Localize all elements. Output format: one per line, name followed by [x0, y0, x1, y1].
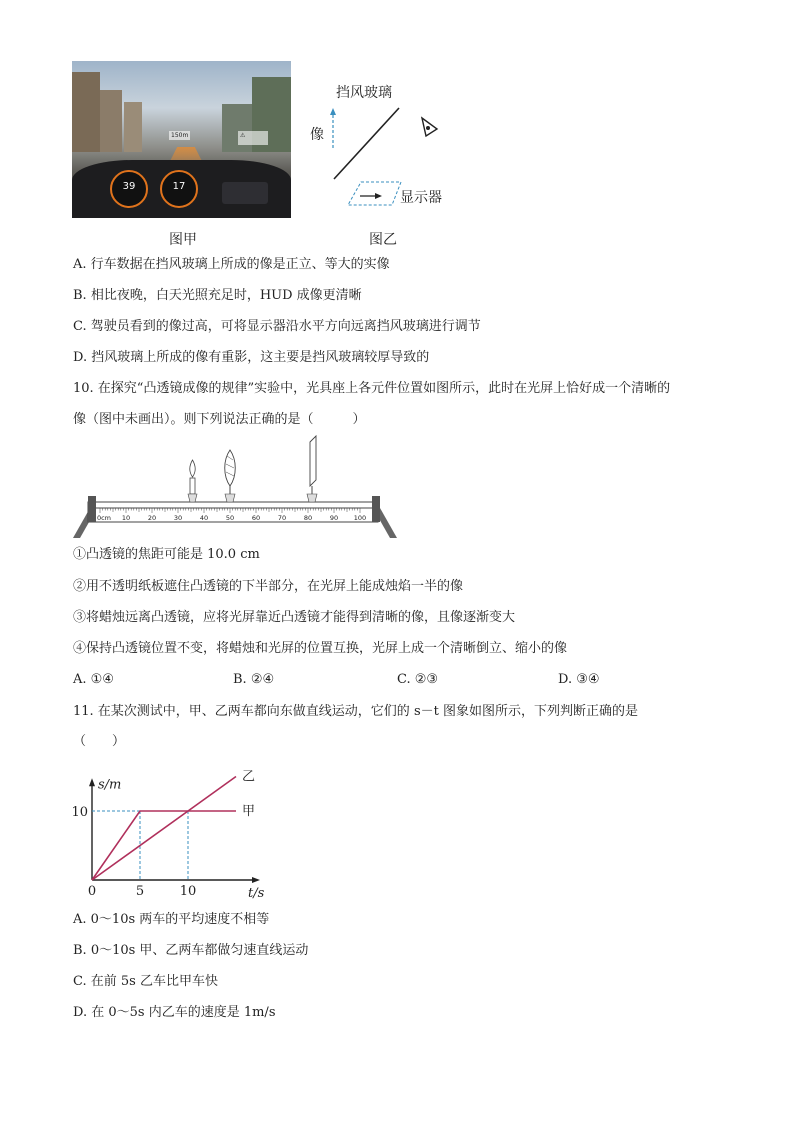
speed-gauge-right: 17: [160, 170, 198, 208]
q11-option-b: B. 0～10s 甲、乙两车都做匀速直线运动: [73, 943, 309, 958]
q11-option-c: C. 在前 5s 乙车比甲车快: [73, 974, 218, 989]
q10-statement-1: ①凸透镜的焦距可能是 10.0 cm: [73, 547, 260, 562]
bench-tick-label: 80: [303, 514, 313, 522]
y-tick-label: 10: [71, 805, 88, 820]
light-screen: [307, 436, 317, 502]
q10-choice-a: A. ①④: [73, 672, 114, 687]
q9-option-b: B. 相比夜晚，白天光照充足时，HUD 成像更清晰: [73, 288, 362, 303]
fig-b-caption: 图乙: [369, 232, 397, 248]
series-label: 乙: [242, 769, 256, 785]
center-screen: [222, 182, 268, 204]
q9-option-c: C. 驾驶员看到的像过高，可将显示器沿水平方向远离挡风玻璃进行调节: [73, 319, 481, 334]
chart-axes: [89, 778, 260, 883]
bench-tick-label: 60: [251, 514, 261, 522]
x-tick-label: 10: [179, 884, 197, 899]
q11-stem-line2: （ ）: [73, 734, 126, 749]
bench-tick-label: 10: [121, 514, 131, 522]
q10-statement-3: ③将蜡烛远离凸透镜，应将光屏靠近凸透镜才能得到清晰的像，且像逐渐变大: [73, 610, 516, 625]
q11-option-a: A. 0～10s 两车的平均速度不相等: [73, 912, 270, 927]
q9-option-d: D. 挡风玻璃上所成的像有重影，这主要是挡风玻璃较厚导致的: [73, 350, 430, 365]
display-outline: [348, 182, 401, 205]
eye-icon: [422, 118, 437, 136]
bench-rail-top: [88, 502, 378, 508]
bench-end-left: [88, 496, 96, 522]
bench-tick-label: 30: [173, 514, 183, 522]
x-axis-label: t/s: [248, 886, 265, 901]
bench-tick-label: 90: [329, 514, 339, 522]
q10-choice-b: B. ②④: [233, 672, 275, 687]
st-chart: [62, 752, 272, 904]
display-label: 显示器: [400, 190, 442, 206]
y-axis-label: s/m: [98, 777, 122, 793]
y-axis-arrow: [89, 778, 95, 786]
optical-bench: [70, 434, 400, 544]
series-line-jia: [92, 811, 236, 880]
q10-statement-4: ④保持凸透镜位置不变，将蜡烛和光屏的位置互换，光屏上成一个清晰倒立、缩小的像: [73, 641, 568, 656]
bench-tick-label: 40: [199, 514, 209, 522]
q9-option-a: A. 行车数据在挡风玻璃上所成的像是正立、等大的实像: [73, 257, 390, 272]
q10-stem-line1: 10. 在探究“凸透镜成像的规律”实验中，光具座上各元件位置如图所示，此时在光屏上恰好成一个清晰的: [73, 381, 671, 396]
x-tick-label: 0: [87, 884, 97, 899]
hud-warning-icon: ⚠: [238, 131, 268, 145]
q11-option-d: D. 在 0～5s 内乙车的速度是 1m/s: [73, 1005, 276, 1020]
dashboard: [72, 160, 291, 218]
candle: [188, 460, 197, 502]
windshield-line: [334, 108, 399, 179]
fig-a-caption: 图甲: [169, 232, 197, 248]
bench-tick-label: 70: [277, 514, 287, 522]
bench-tick-label: 50: [225, 514, 235, 522]
q10-statement-2: ②用不透明纸板遮住凸透镜的下半部分，在光屏上能成烛焰一半的像: [73, 579, 464, 594]
chart-labels: [71, 770, 264, 902]
x-axis-arrow: [252, 877, 260, 883]
q11-stem-line1: 11. 在某次测试中，甲、乙两车都向东做直线运动，它们的 s－t 图象如图所示，下列判断正确的是: [73, 704, 638, 719]
display-arrow-head: [375, 193, 382, 199]
q10-stem-line2: 像（图中未画出）。则下列说法正确的是（ ）: [73, 412, 366, 427]
bench-tick-label: 100: [353, 514, 367, 522]
q10-choice-d: D. ③④: [558, 672, 600, 687]
speed-gauge-left: 39: [110, 170, 148, 208]
hud-distance: 150m: [171, 132, 189, 139]
convex-lens: [225, 450, 236, 502]
x-tick-label: 5: [135, 884, 145, 899]
series-label: 甲: [242, 804, 256, 819]
image-label: 像: [310, 127, 324, 143]
hud-photo: [72, 61, 291, 218]
bench-tick-label: 0cm: [96, 514, 112, 522]
bench-end-right: [372, 496, 380, 522]
windshield-label: 挡风玻璃: [336, 85, 392, 101]
q10-choice-c: C. ②③: [397, 672, 439, 687]
bench-tick-label: 20: [147, 514, 157, 522]
image-arrow-head: [330, 108, 336, 115]
